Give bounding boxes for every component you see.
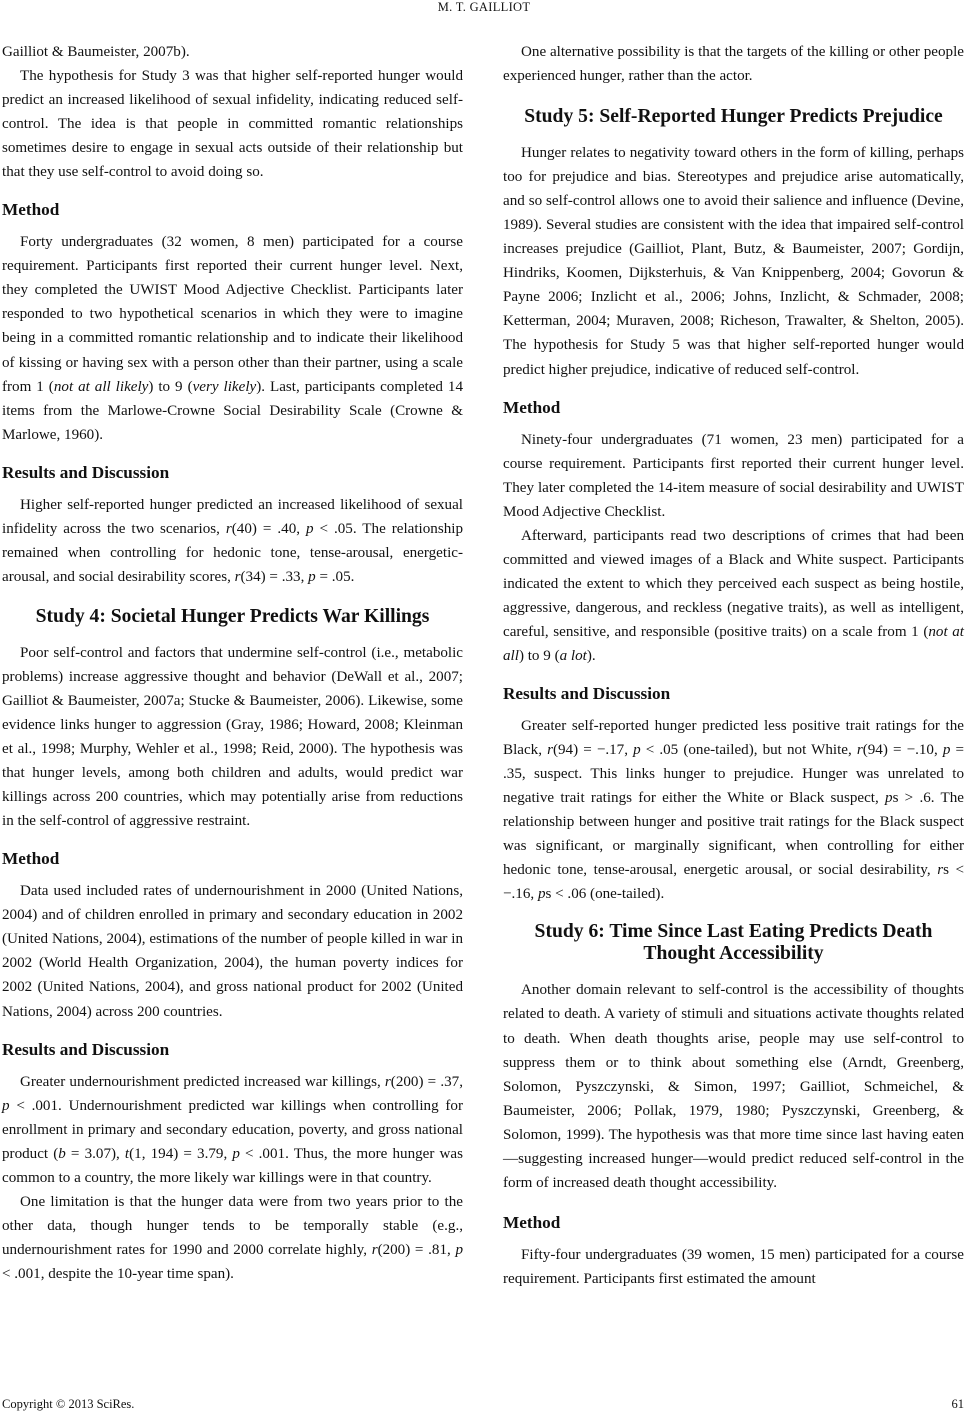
paragraph: One alternative possibility is that the targets of the killing or other people experienced hunger, rather than the actor. (503, 44, 964, 85)
study-heading: Study 6: Time Since Last Eating Predicts Death Thought Accessibility (534, 921, 933, 965)
section-heading-results: Results and Discussion (2, 1039, 170, 1059)
paragraph: Greater undernourishment predicted increased war killings, r(200) = .37, p < .001. Undernourishment predicted war killings when controlling for enrollment in primary and secondary education, poverty, and gross national product (b = 3.07), t(1, 194) = 3.79, p < .001. Thus, the more hunger was common to a country, the more likely war killings were in that country. (2, 1073, 463, 1186)
paragraph: Fifty-four undergraduates (39 women, 15 men) participated for a course requirement. Participants first estimated the amount (503, 1246, 964, 1287)
section-heading-method: Method (2, 849, 60, 869)
section-heading-results: Results and Discussion (2, 462, 170, 482)
paragraph: Greater self-reported hunger predicted less positive trait ratings for the Black, r(94) = −.17, p < .05 (one-tailed), but not White, r(94) = −.10, p = .35, suspect. This links hunger to prejudice. Hunger was unrelated to negative trait ratings for either the White or Black suspect, ps > .6. The relationship between hunger and positive trait ratings for the Black suspect was significant, or marginally significant, when controlling for either hedonic tone, tense-arousal, energetic arousal, or social desirability, rs < −.16, ps < .06 (one-tailed). (503, 718, 965, 903)
left-column (2, 40, 463, 1286)
paragraph: Poor self-control and factors that undermine self-control (i.e., metabolic problems) increase aggressive thought and behavior (DeWall et al., 2007; Gailliot & Baumeister, 2007a; Stucke & Baumeister, 2006). Likewise, some evidence links hunger to aggression (Gray, 1986; Howard, 2008; Kleinman et al., 1998; Murphy, Wehler et al., 1998; Reid, 2000). The hypothesis was that hunger levels, among both children and adults, would predict war killings across 200 countries, which may potentially arise from reductions in the self-control of aggressive restraint. (2, 644, 463, 830)
paragraph: Higher self-reported hunger predicted an increased likelihood of sexual infidelity across the two scenarios, r(40) = .40, p < .05. The relationship remained when controlling for hedonic tone, tense-arousal, energetic-arousal, and social desirability scores, r(34) = .33, p = .05. (2, 496, 464, 585)
paragraph: The hypothesis for Study 3 was that higher self-reported hunger would predict an increased likelihood of sexual infidelity, indicating reduced self-control. The idea is that people in committed romantic relationships sometimes desire to engage in sexual acts outside of their relationship but that they use self-control to avoid doing so. (2, 68, 463, 181)
study-heading: Study 5: Self-Reported Hunger Predicts Prejudice (524, 106, 943, 128)
paragraph: One limitation is that the hunger data were from two years prior to the other data, though hunger tends to be temporally stable (e.g., undernourishment rates for 1990 and 2000 correlate highly, r(200) = .81, p < .001, despite the 10-year time span). (2, 1193, 463, 1282)
page-number: 61 (951, 1397, 964, 1411)
study-heading: Study 4: Societal Hunger Predicts War Killings (35, 605, 430, 627)
right-column (503, 40, 964, 1291)
paragraph: Gailliot & Baumeister, 2007b). (2, 44, 190, 60)
section-heading-method: Method (503, 397, 561, 417)
paragraph: Data used included rates of undernourishment in 2000 (United Nations, 2004) and of children enrolled in primary and secondary education in 2002 (United Nations, 2004), estimations of the number of people killed in war in 2002 (World Health Organization, 2004), the human poverty indices for 2002 (United Nations, 2004), and gross national product for 2002 (United Nations, 2004) across 200 countries. (2, 883, 463, 1020)
paragraph: Hunger relates to negativity toward others in the form of killing, perhaps too for prejudice and bias. Stereotypes and prejudice arise automatically, and so self-control allows one to avoid their salience and influence (Devine, 1989). Several studies are consistent with the idea that impaired self-control increases prejudice (Gailliot, Plant, Butz, & Baumeister, 2007; Gordijn, Hindriks, Koomen, Dijksterhuis, & Van Knippenberg, 2004; Govorun & Payne 2006; Inzlicht et al., 2006; Johns, Inzlicht, & Schmader, 2008; Ketterman, 2004; Muraven, 2008; Richeson, Trawalter, & Shelton, 2005). The hypothesis for Study 5 was that higher self-reported hunger would predict higher prejudice, indicative of reduced self-control. (503, 145, 964, 378)
copyright-footer: Copyright © 2013 SciRes. (2, 1397, 135, 1411)
running-header: M. T. GAILLIOT (437, 0, 531, 14)
paragraph: Another domain relevant to self-control is the accessibility of thoughts related to death. A variety of stimuli and situations activate thoughts related to death. When death thoughts arise, people may use self-control to suppress them or to think about something else (Arndt, Greenberg, Solomon, Pyszczynski, & Simon, 1997; Gailliot, Schmeichel, & Baumeister, 2006; Pollak, 1979, 1980; Pyszczynski, Greenberg, & Solomon, 1999). The hypothesis was that more time since last having eaten—suggesting increased hunger—would predict reduced self-control in the form of increased death thought accessibility. (503, 982, 964, 1191)
section-heading-method: Method (503, 1212, 561, 1232)
paragraph: Forty undergraduates (32 women, 8 men) participated for a course requirement. Participants first reported their current hunger level. Next, they completed the UWIST Mood Adjective Checklist. Participants later responded to two hypothetical scenarios in which they were to imagine being in a committed romantic relationship and to indicate their likelihood of kissing or having sex with a person other than their partner, using a scale from 1 (not at all likely) to 9 (very likely). Last, participants completed 14 items from the Marlowe-Crowne Social Desirability Scale (Crowne & Marlowe, 1960). (2, 234, 464, 443)
section-heading-results: Results and Discussion (503, 684, 671, 704)
paragraph: Afterward, participants read two descriptions of crimes that had been committed and viewed images of a Black and White suspect. Participants indicated the extent to which they perceived each suspect as being hostile, aggressive, dangerous, and reckless (negative traits), as well as intelligent, careful, sensitive, and responsible (positive traits) on a scale from 1 (not at all) to 9 (a lot). (503, 527, 964, 664)
paragraph: Ninety-four undergraduates (71 women, 23 men) participated for a course requirement. Participants first reported their current hunger level. They later completed the 14-item measure of social desirability and UWIST Mood Adjective Checklist. (503, 431, 964, 520)
section-heading-method: Method (2, 200, 60, 220)
